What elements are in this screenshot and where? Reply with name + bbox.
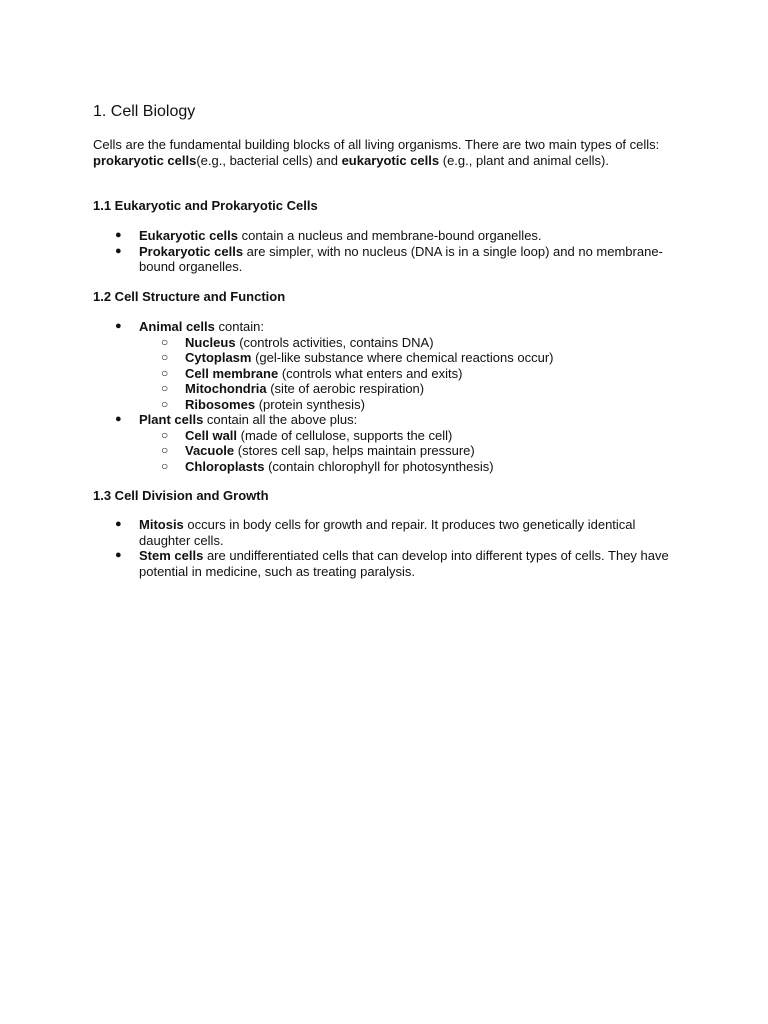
item-text: contain: xyxy=(214,319,265,334)
sub-item-text: (gel-like substance where chemical reactions occur) xyxy=(251,350,554,365)
hollow-bullet-icon: ○ xyxy=(161,427,169,442)
intro-text-1: Cells are the fundamental building blocks of all living organisms. There are two main types of cells: xyxy=(93,137,660,152)
sub-item-text: (made of cellulose, supports the cell) xyxy=(237,427,453,443)
sub-item-bold: Nucleus xyxy=(185,334,236,350)
item-text: contain all the above plus: xyxy=(203,412,358,427)
list-item xyxy=(93,319,683,412)
bullet-icon: ● xyxy=(115,320,122,332)
list-item xyxy=(93,412,683,474)
sub-item-bold: Cell membrane xyxy=(185,365,279,381)
animal-sublist xyxy=(139,335,683,413)
item-bold: Eukaryotic cells xyxy=(139,228,238,243)
item-bold: Plant cells xyxy=(139,412,204,427)
item-text: occurs in body cells for growth and repair. It produces two genetically identical daughter cells. xyxy=(139,517,636,548)
hollow-bullet-icon: ○ xyxy=(161,365,169,380)
sub-item-bold: Cytoplasm xyxy=(185,350,252,365)
sub-list-item xyxy=(139,335,683,351)
section-heading-1-1: 1.1 Eukaryotic and Prokaryotic Cells xyxy=(93,198,318,213)
item-bold: Mitosis xyxy=(139,517,184,532)
section-1-2-list xyxy=(93,319,683,474)
sub-item-text: (contain chlorophyll for photosynthesis) xyxy=(264,458,494,474)
sub-item-text: (protein synthesis) xyxy=(255,396,365,412)
sub-list-item xyxy=(139,459,683,475)
hollow-bullet-icon: ○ xyxy=(161,334,169,349)
sub-item-text: (controls what enters and exits) xyxy=(278,365,463,381)
plant-sublist xyxy=(139,428,683,475)
list-item xyxy=(93,228,683,244)
sub-item-text: (stores cell sap, helps maintain pressure) xyxy=(234,443,475,458)
intro-text-3: (e.g., plant and animal cells). xyxy=(439,152,609,168)
item-text: contain a nucleus and membrane-bound organelles. xyxy=(238,228,542,243)
item-text: are undifferentiated cells that can develop into different types of cells. They have potential in medicine, such as treating paralysis. xyxy=(139,548,669,579)
page-title: 1. Cell Biology xyxy=(93,103,196,120)
item-bold: Stem cells xyxy=(139,548,204,563)
list-item xyxy=(93,244,683,275)
sub-item-bold: Ribosomes xyxy=(185,396,256,412)
sub-list-item xyxy=(139,428,683,444)
intro-bold-1: prokaryotic cells xyxy=(93,152,197,168)
sub-item-bold: Chloroplasts xyxy=(185,458,265,474)
sub-item-bold: Cell wall xyxy=(185,427,238,443)
item-text: are simpler, with no nucleus (DNA is in a single loop) and no membrane-bound organelles. xyxy=(139,243,663,274)
sub-list-item xyxy=(139,350,683,366)
sub-item-text: (site of aerobic respiration) xyxy=(266,381,425,396)
intro-bold-2: eukaryotic cells xyxy=(341,152,440,168)
item-bold: Animal cells xyxy=(139,319,215,334)
bullet-icon: ● xyxy=(115,244,122,257)
sub-item-bold: Vacuole xyxy=(185,443,235,458)
sub-item-text: (controls activities, contains DNA) xyxy=(235,334,434,350)
intro-text-2: (e.g., bacterial cells) and xyxy=(196,152,342,168)
item-bold: Prokaryotic cells xyxy=(139,243,244,259)
intro-paragraph xyxy=(93,137,683,168)
list-item xyxy=(93,517,683,548)
sub-item-bold: Mitochondria xyxy=(185,381,267,396)
bullet-icon: ● xyxy=(115,413,122,425)
bullet-icon: ● xyxy=(115,549,122,561)
section-1-3-list xyxy=(93,517,683,579)
section-heading-1-2: 1.2 Cell Structure and Function xyxy=(93,289,286,304)
bullet-icon: ● xyxy=(115,229,122,241)
sub-list-item xyxy=(139,397,683,413)
sub-list-item xyxy=(139,443,683,459)
section-1-1-list xyxy=(93,228,683,275)
hollow-bullet-icon: ○ xyxy=(161,350,169,364)
sub-list-item xyxy=(139,381,683,397)
list-item xyxy=(93,548,683,579)
section-heading-1-3: 1.3 Cell Division and Growth xyxy=(93,488,269,503)
bullet-icon: ● xyxy=(115,518,122,530)
hollow-bullet-icon: ○ xyxy=(161,443,169,457)
hollow-bullet-icon: ○ xyxy=(161,381,169,395)
sub-list-item xyxy=(139,366,683,382)
hollow-bullet-icon: ○ xyxy=(161,458,169,473)
hollow-bullet-icon: ○ xyxy=(161,396,169,411)
